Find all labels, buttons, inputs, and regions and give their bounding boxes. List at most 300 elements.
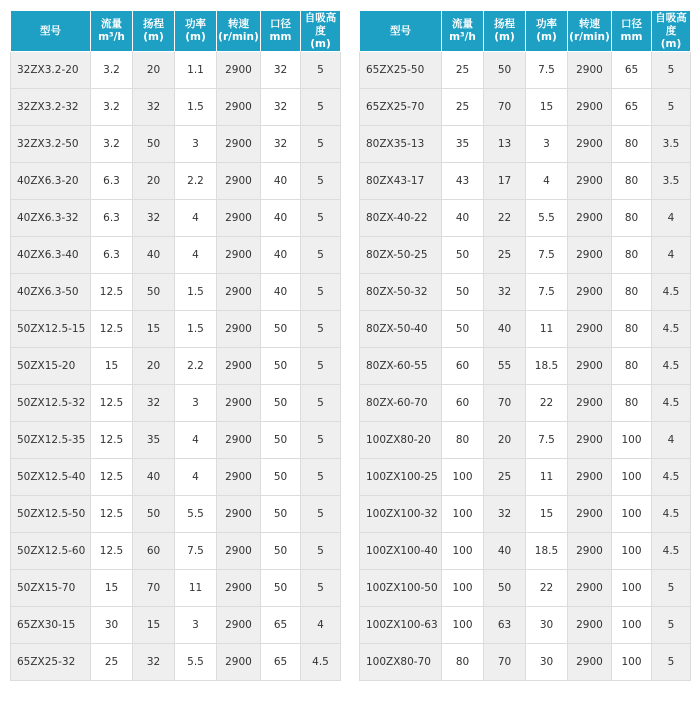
- cell-model: 80ZX-60-55: [360, 348, 442, 385]
- cell-suction-height: 5: [652, 570, 691, 607]
- cell-power: 1.5: [175, 311, 217, 348]
- cell-head: 50: [484, 52, 526, 89]
- header-caliber: [612, 11, 652, 52]
- cell-speed: 2900: [568, 163, 612, 200]
- header-label: 型号: [390, 24, 411, 37]
- header-unit: (m): [310, 37, 331, 50]
- cell-head: 40: [484, 533, 526, 570]
- cell-speed: 2900: [568, 52, 612, 89]
- cell-head: 20: [133, 52, 175, 89]
- cell-speed: 2900: [217, 52, 261, 89]
- cell-caliber: 80: [612, 200, 652, 237]
- cell-power: 5.5: [175, 644, 217, 681]
- cell-suction-height: 5: [652, 644, 691, 681]
- cell-power: 30: [526, 644, 568, 681]
- cell-caliber: 50: [261, 570, 301, 607]
- cell-caliber: 32: [261, 52, 301, 89]
- table-row: [360, 570, 691, 607]
- header-label: 转速: [579, 18, 600, 30]
- cell-speed: 2900: [568, 533, 612, 570]
- cell-power: 7.5: [526, 52, 568, 89]
- cell-suction-height: 5: [652, 607, 691, 644]
- header-label: 扬程: [494, 18, 515, 30]
- cell-caliber: 80: [612, 126, 652, 163]
- cell-head: 50: [484, 570, 526, 607]
- cell-model: 100ZX100-50: [360, 570, 442, 607]
- spec-table-right: [359, 10, 691, 681]
- header-head: [484, 11, 526, 52]
- cell-model: 50ZX12.5-32: [11, 385, 91, 422]
- cell-caliber: 50: [261, 533, 301, 570]
- cell-caliber: 100: [612, 422, 652, 459]
- header-label: 功率: [185, 18, 206, 30]
- table-row: [360, 237, 691, 274]
- header-unit: m³/h: [449, 31, 476, 43]
- cell-caliber: 32: [261, 126, 301, 163]
- header-label: 口径: [270, 18, 291, 30]
- cell-flow: 30: [91, 607, 133, 644]
- cell-flow: 6.3: [91, 237, 133, 274]
- cell-speed: 2900: [217, 385, 261, 422]
- cell-head: 17: [484, 163, 526, 200]
- cell-speed: 2900: [217, 459, 261, 496]
- table-row: [360, 311, 691, 348]
- cell-caliber: 100: [612, 607, 652, 644]
- cell-speed: 2900: [568, 200, 612, 237]
- cell-speed: 2900: [568, 496, 612, 533]
- header-power: [175, 11, 217, 52]
- cell-model: 40ZX6.3-50: [11, 274, 91, 311]
- header-unit: (m): [536, 31, 557, 43]
- cell-speed: 2900: [568, 126, 612, 163]
- header-label: 扬程: [143, 18, 164, 30]
- table-row: [11, 89, 341, 126]
- cell-flow: 50: [442, 311, 484, 348]
- cell-speed: 2900: [217, 422, 261, 459]
- cell-flow: 100: [442, 496, 484, 533]
- cell-model: 65ZX25-32: [11, 644, 91, 681]
- cell-caliber: 50: [261, 496, 301, 533]
- cell-caliber: 80: [612, 163, 652, 200]
- header-power: [526, 11, 568, 52]
- cell-head: 15: [133, 607, 175, 644]
- cell-flow: 100: [442, 533, 484, 570]
- cell-model: 40ZX6.3-32: [11, 200, 91, 237]
- cell-suction-height: 5: [301, 496, 341, 533]
- header-label: 口径: [621, 18, 642, 30]
- header-label: 功率: [536, 18, 557, 30]
- cell-speed: 2900: [217, 237, 261, 274]
- cell-model: 32ZX3.2-32: [11, 89, 91, 126]
- table-row: [11, 348, 341, 385]
- cell-suction-height: 3.5: [652, 163, 691, 200]
- cell-head: 22: [484, 200, 526, 237]
- header-unit: (r/min): [569, 31, 610, 43]
- cell-suction-height: 4.5: [652, 533, 691, 570]
- cell-speed: 2900: [217, 607, 261, 644]
- header-label: 自吸高度: [304, 11, 337, 37]
- header-unit: mm: [620, 31, 643, 43]
- cell-model: 80ZX-40-22: [360, 200, 442, 237]
- table-row: [11, 422, 341, 459]
- cell-head: 32: [484, 496, 526, 533]
- cell-suction-height: 5: [301, 237, 341, 274]
- cell-flow: 12.5: [91, 496, 133, 533]
- cell-caliber: 80: [612, 385, 652, 422]
- cell-speed: 2900: [217, 126, 261, 163]
- header-unit: (m): [143, 31, 164, 43]
- header-model: [11, 11, 91, 52]
- table-row: [11, 644, 341, 681]
- table-row: [360, 385, 691, 422]
- cell-flow: 60: [442, 385, 484, 422]
- cell-flow: 43: [442, 163, 484, 200]
- header-suction-height: [301, 11, 341, 52]
- cell-flow: 12.5: [91, 311, 133, 348]
- cell-model: 100ZX100-63: [360, 607, 442, 644]
- cell-suction-height: 5: [301, 533, 341, 570]
- cell-flow: 6.3: [91, 163, 133, 200]
- header-flow: [442, 11, 484, 52]
- cell-speed: 2900: [217, 89, 261, 126]
- cell-head: 70: [484, 385, 526, 422]
- cell-power: 15: [526, 89, 568, 126]
- cell-head: 50: [133, 274, 175, 311]
- cell-suction-height: 4: [652, 422, 691, 459]
- table-row: [360, 126, 691, 163]
- cell-flow: 12.5: [91, 422, 133, 459]
- cell-speed: 2900: [568, 348, 612, 385]
- cell-suction-height: 5: [301, 422, 341, 459]
- cell-caliber: 80: [612, 311, 652, 348]
- cell-caliber: 100: [612, 459, 652, 496]
- cell-model: 65ZX25-50: [360, 52, 442, 89]
- cell-suction-height: 4.5: [652, 274, 691, 311]
- header-unit: (m): [494, 31, 515, 43]
- cell-power: 5.5: [526, 200, 568, 237]
- cell-caliber: 50: [261, 385, 301, 422]
- header-unit: (r/min): [218, 31, 259, 43]
- cell-head: 25: [484, 459, 526, 496]
- cell-power: 18.5: [526, 533, 568, 570]
- cell-suction-height: 4.5: [652, 348, 691, 385]
- header-flow: [91, 11, 133, 52]
- cell-flow: 3.2: [91, 126, 133, 163]
- table-row: [360, 89, 691, 126]
- table-row: [11, 385, 341, 422]
- cell-suction-height: 5: [301, 200, 341, 237]
- cell-model: 50ZX15-20: [11, 348, 91, 385]
- cell-flow: 12.5: [91, 385, 133, 422]
- cell-caliber: 40: [261, 237, 301, 274]
- cell-suction-height: 5: [301, 52, 341, 89]
- cell-head: 60: [133, 533, 175, 570]
- cell-model: 100ZX80-70: [360, 644, 442, 681]
- cell-head: 40: [133, 237, 175, 274]
- table-row: [11, 311, 341, 348]
- cell-power: 4: [175, 200, 217, 237]
- cell-head: 32: [484, 274, 526, 311]
- header-suction-height: [652, 11, 691, 52]
- cell-suction-height: 4.5: [301, 644, 341, 681]
- cell-suction-height: 5: [652, 89, 691, 126]
- cell-power: 4: [175, 237, 217, 274]
- table-header: [360, 11, 691, 52]
- cell-power: 22: [526, 385, 568, 422]
- header-model: [360, 11, 442, 52]
- cell-speed: 2900: [217, 533, 261, 570]
- cell-suction-height: 5: [301, 348, 341, 385]
- header-label: 自吸高度: [655, 11, 687, 37]
- cell-speed: 2900: [217, 496, 261, 533]
- cell-power: 2.2: [175, 348, 217, 385]
- cell-flow: 12.5: [91, 274, 133, 311]
- cell-power: 4: [175, 459, 217, 496]
- cell-caliber: 80: [612, 274, 652, 311]
- cell-model: 65ZX30-15: [11, 607, 91, 644]
- cell-suction-height: 5: [652, 52, 691, 89]
- header-unit: (m): [185, 31, 206, 43]
- cell-caliber: 100: [612, 533, 652, 570]
- header-unit: (m): [660, 37, 682, 50]
- cell-power: 11: [175, 570, 217, 607]
- cell-model: 50ZX12.5-50: [11, 496, 91, 533]
- cell-speed: 2900: [217, 644, 261, 681]
- cell-power: 30: [526, 607, 568, 644]
- cell-flow: 60: [442, 348, 484, 385]
- cell-speed: 2900: [568, 607, 612, 644]
- cell-caliber: 100: [612, 644, 652, 681]
- cell-flow: 100: [442, 570, 484, 607]
- cell-model: 80ZX43-17: [360, 163, 442, 200]
- header-caliber: [261, 11, 301, 52]
- cell-model: 50ZX12.5-15: [11, 311, 91, 348]
- cell-speed: 2900: [217, 348, 261, 385]
- cell-caliber: 65: [612, 89, 652, 126]
- cell-model: 50ZX12.5-35: [11, 422, 91, 459]
- cell-power: 15: [526, 496, 568, 533]
- cell-power: 1.5: [175, 274, 217, 311]
- cell-model: 32ZX3.2-50: [11, 126, 91, 163]
- cell-suction-height: 4.5: [652, 496, 691, 533]
- cell-head: 13: [484, 126, 526, 163]
- cell-power: 3: [175, 385, 217, 422]
- cell-caliber: 80: [612, 348, 652, 385]
- cell-suction-height: 4.5: [652, 385, 691, 422]
- cell-speed: 2900: [217, 163, 261, 200]
- header-unit: mm: [269, 31, 292, 43]
- cell-caliber: 80: [612, 237, 652, 274]
- header-head: [133, 11, 175, 52]
- cell-power: 4: [175, 422, 217, 459]
- cell-flow: 25: [91, 644, 133, 681]
- cell-caliber: 40: [261, 163, 301, 200]
- cell-suction-height: 4: [652, 237, 691, 274]
- cell-head: 40: [133, 459, 175, 496]
- cell-model: 80ZX-60-70: [360, 385, 442, 422]
- cell-head: 20: [133, 348, 175, 385]
- cell-head: 32: [133, 200, 175, 237]
- cell-power: 7.5: [175, 533, 217, 570]
- cell-model: 100ZX100-32: [360, 496, 442, 533]
- cell-speed: 2900: [568, 422, 612, 459]
- cell-flow: 100: [442, 607, 484, 644]
- cell-flow: 6.3: [91, 200, 133, 237]
- cell-suction-height: 5: [301, 311, 341, 348]
- cell-power: 1.1: [175, 52, 217, 89]
- cell-speed: 2900: [568, 385, 612, 422]
- cell-caliber: 50: [261, 422, 301, 459]
- cell-flow: 80: [442, 644, 484, 681]
- table-row: [360, 200, 691, 237]
- table-row: [11, 274, 341, 311]
- cell-caliber: 50: [261, 459, 301, 496]
- cell-caliber: 65: [261, 607, 301, 644]
- cell-speed: 2900: [568, 644, 612, 681]
- cell-flow: 50: [442, 237, 484, 274]
- cell-flow: 50: [442, 274, 484, 311]
- cell-speed: 2900: [217, 311, 261, 348]
- cell-flow: 3.2: [91, 89, 133, 126]
- cell-head: 50: [133, 126, 175, 163]
- cell-speed: 2900: [568, 237, 612, 274]
- cell-head: 70: [484, 644, 526, 681]
- cell-head: 70: [484, 89, 526, 126]
- table-row: [360, 274, 691, 311]
- cell-caliber: 100: [612, 496, 652, 533]
- cell-model: 80ZX-50-40: [360, 311, 442, 348]
- cell-speed: 2900: [217, 274, 261, 311]
- cell-model: 100ZX100-25: [360, 459, 442, 496]
- cell-power: 11: [526, 311, 568, 348]
- cell-suction-height: 4: [652, 200, 691, 237]
- cell-caliber: 100: [612, 570, 652, 607]
- table-row: [360, 496, 691, 533]
- cell-head: 32: [133, 89, 175, 126]
- cell-head: 70: [133, 570, 175, 607]
- cell-suction-height: 5: [301, 89, 341, 126]
- cell-flow: 25: [442, 52, 484, 89]
- cell-speed: 2900: [217, 570, 261, 607]
- cell-flow: 80: [442, 422, 484, 459]
- table-row: [360, 607, 691, 644]
- cell-speed: 2900: [568, 459, 612, 496]
- cell-power: 3: [526, 126, 568, 163]
- cell-suction-height: 5: [301, 385, 341, 422]
- header-label: 流量: [452, 18, 473, 30]
- cell-speed: 2900: [568, 570, 612, 607]
- header-speed: [568, 11, 612, 52]
- cell-suction-height: 5: [301, 126, 341, 163]
- header-label: 转速: [228, 18, 249, 30]
- cell-head: 55: [484, 348, 526, 385]
- cell-power: 5.5: [175, 496, 217, 533]
- cell-model: 40ZX6.3-40: [11, 237, 91, 274]
- table-row: [360, 422, 691, 459]
- cell-head: 63: [484, 607, 526, 644]
- cell-suction-height: 3.5: [652, 126, 691, 163]
- table-row: [11, 200, 341, 237]
- cell-head: 35: [133, 422, 175, 459]
- header-label: 流量: [101, 18, 122, 30]
- cell-power: 11: [526, 459, 568, 496]
- cell-power: 3: [175, 607, 217, 644]
- cell-flow: 3.2: [91, 52, 133, 89]
- table-body: [11, 52, 341, 681]
- cell-flow: 12.5: [91, 459, 133, 496]
- cell-model: 32ZX3.2-20: [11, 52, 91, 89]
- cell-model: 100ZX100-40: [360, 533, 442, 570]
- cell-flow: 12.5: [91, 533, 133, 570]
- table-body: [360, 52, 691, 681]
- cell-power: 18.5: [526, 348, 568, 385]
- cell-flow: 15: [91, 348, 133, 385]
- cell-suction-height: 5: [301, 163, 341, 200]
- cell-model: 40ZX6.3-20: [11, 163, 91, 200]
- table-row: [360, 52, 691, 89]
- cell-caliber: 32: [261, 89, 301, 126]
- cell-speed: 2900: [568, 89, 612, 126]
- header-speed: [217, 11, 261, 52]
- cell-model: 50ZX15-70: [11, 570, 91, 607]
- table-row: [11, 126, 341, 163]
- table-header: [11, 11, 341, 52]
- cell-model: 80ZX-50-32: [360, 274, 442, 311]
- cell-head: 15: [133, 311, 175, 348]
- cell-flow: 100: [442, 459, 484, 496]
- cell-suction-height: 5: [301, 274, 341, 311]
- cell-flow: 40: [442, 200, 484, 237]
- cell-power: 7.5: [526, 237, 568, 274]
- cell-power: 4: [526, 163, 568, 200]
- cell-flow: 15: [91, 570, 133, 607]
- table-row: [11, 459, 341, 496]
- table-row: [360, 533, 691, 570]
- table-row: [11, 52, 341, 89]
- cell-caliber: 65: [612, 52, 652, 89]
- cell-model: 50ZX12.5-60: [11, 533, 91, 570]
- table-row: [11, 607, 341, 644]
- cell-caliber: 65: [261, 644, 301, 681]
- table-row: [11, 533, 341, 570]
- cell-head: 40: [484, 311, 526, 348]
- cell-suction-height: 5: [301, 459, 341, 496]
- spec-table-left: [10, 10, 341, 681]
- table-row: [360, 163, 691, 200]
- cell-model: 80ZX35-13: [360, 126, 442, 163]
- header-unit: m³/h: [98, 31, 125, 43]
- cell-power: 3: [175, 126, 217, 163]
- table-row: [11, 570, 341, 607]
- cell-suction-height: 4.5: [652, 311, 691, 348]
- cell-model: 100ZX80-20: [360, 422, 442, 459]
- cell-suction-height: 4.5: [652, 459, 691, 496]
- header-label: 型号: [40, 24, 61, 37]
- cell-head: 32: [133, 644, 175, 681]
- cell-speed: 2900: [568, 274, 612, 311]
- cell-caliber: 40: [261, 274, 301, 311]
- cell-head: 32: [133, 385, 175, 422]
- cell-speed: 2900: [217, 200, 261, 237]
- cell-model: 50ZX12.5-40: [11, 459, 91, 496]
- cell-power: 7.5: [526, 274, 568, 311]
- cell-caliber: 50: [261, 311, 301, 348]
- cell-model: 80ZX-50-25: [360, 237, 442, 274]
- cell-caliber: 50: [261, 348, 301, 385]
- table-row: [360, 644, 691, 681]
- cell-power: 7.5: [526, 422, 568, 459]
- cell-flow: 25: [442, 89, 484, 126]
